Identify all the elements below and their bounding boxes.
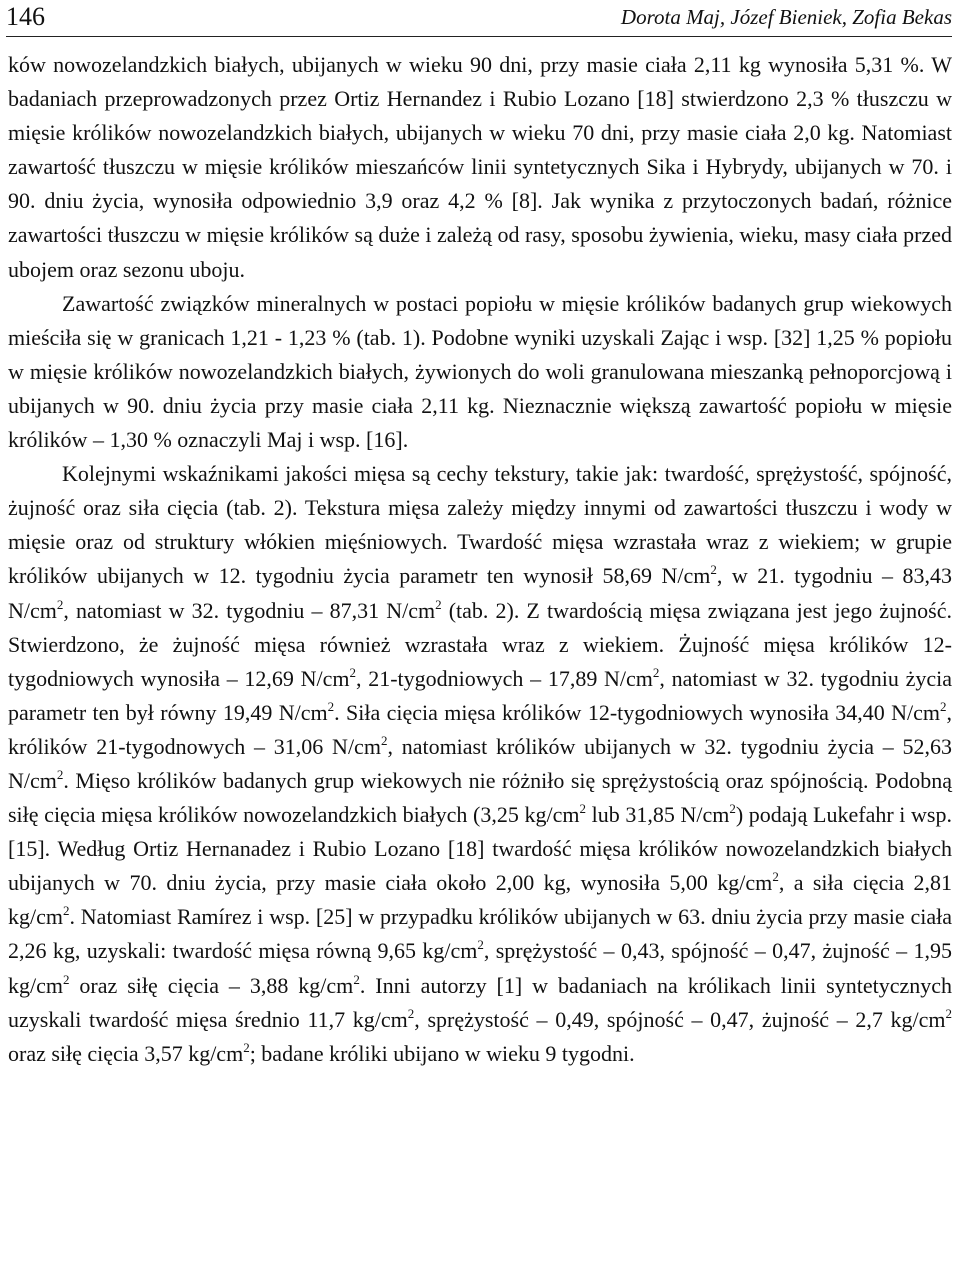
text-run: . Natomiast Ramírez i wsp. [25] w przypadku królików ubijanych w 63. dniu życia przy masie ciała 2,26 kg, uzyskali: twardość mięsa równą 9,65 kg/cm	[8, 904, 952, 964]
text-run: , natomiast w 32. tygodniu – 87,31 N/cm	[63, 597, 436, 623]
superscript: 2	[435, 596, 442, 612]
paragraph	[8, 48, 952, 287]
superscript: 2	[477, 937, 484, 953]
text-run: oraz siłę cięcia – 3,88 kg/cm	[69, 972, 354, 998]
body-text	[8, 48, 952, 1071]
superscript: 2	[63, 903, 70, 919]
text-run: , a siła cięcia 2,81 kg/cm	[8, 870, 953, 930]
superscript: 2	[56, 596, 64, 612]
superscript: 2	[407, 1005, 415, 1021]
superscript: 2	[729, 801, 736, 817]
text-run: lub 31,85 N/cm	[585, 802, 730, 828]
superscript: 2	[772, 869, 779, 885]
superscript: 2	[579, 801, 586, 817]
superscript: 2	[353, 971, 360, 987]
superscript: 2	[63, 971, 70, 987]
text-run: Kolejnymi wskaźnikami jakości mięsa są cechy tekstury, takie jak: twardość, sprężystość, spójność, żujność oraz siła cięcia (tab. 2). Tekstura mięsa zależy między innymi od zawartości tłuszczu i wody w mięsie oraz od struktury włókien mięśniowych. Twardość mięsa wzrastała wraz z wiekiem; w grupie królików ubijanych w 12. tygodniu życia parametr ten wynosił 58,69 N/cm	[8, 461, 952, 589]
text-run: . Inni autorzy [1] w badaniach na królikach linii syntetycznych uzyskali twardość mięsa średnio 11,7 kg/cm	[8, 972, 952, 1032]
text-run: , królików 21-tygodnowych – 31,06 N/cm	[8, 699, 952, 759]
text-run: . Siła cięcia mięsa królików 12-tygodniowych wynosiła 34,40 N/cm	[334, 699, 940, 725]
superscript: 2	[243, 1039, 250, 1055]
text-run: , w 21. tygodniu – 83,43 N/cm	[8, 563, 952, 623]
text-run: . Mięso królików badanych grup wiekowych nie różniło się sprężystością oraz spójnością. Podobną siłę cięcia mięsa królików nowozelandzkich białych (3,25 kg/cm	[8, 767, 952, 828]
text-run: (tab. 2). Z twardością mięsa związana jest jego żujność. Stwierdzono, że żujność mięsa również wzrastała wraz z wiekiem. Żujność mięsa królików 12-tygodniowych wynosiła – 12,69 N/cm	[8, 597, 953, 691]
text-run: oraz siłę cięcia 3,57 kg/cm	[8, 1040, 244, 1066]
text-run: , natomiast w 32. tygodniu życia parametr ten był równy 19,49 N/cm	[8, 665, 952, 725]
text-run: , 21-tygodniowych – 17,89 N/cm	[356, 665, 653, 691]
text-run: ków nowozelandzkich białych, ubijanych w wieku 90 dni, przy masie ciała 2,11 kg wynosiła 5,31 %. W badaniach przeprowadzonych przez Ortiz Hernandez i Rubio Lozano [18] stwierdzono 2,3 % tłuszczu w mięsie królików nowozelandzkich białych, ubijanych w wieku 70 dni, przy masie ciała 2,0 kg. Natomiast zawartość tłuszczu w mięsie królików mieszańców linii syntetycznych Sika i Hybrydy, ubijanych w 70. i 90. dniu życia, wynosiła odpowiednio 3,9 oraz 4,2 % [8]. Jak wynika z przytoczonych badań, różnice zawartości tłuszczu w mięsie królików są duże i zależą od rasy, sposobu żywienia, wieku, masy ciała przed ubojem oraz sezonu uboju.	[8, 52, 952, 282]
superscript: 2	[56, 766, 64, 782]
paragraph	[8, 287, 952, 457]
text-run: , natomiast królików ubijanych w 32. tygodniu życia – 52,63 N/cm	[8, 733, 952, 793]
running-head-authors: Dorota Maj, Józef Bieniek, Zofia Bekas	[620, 5, 952, 29]
superscript: 2	[710, 562, 717, 578]
superscript: 2	[380, 732, 388, 748]
superscript: 2	[940, 698, 947, 714]
text-run: , sprężystość – 0,43, spójność – 0,47, żujność – 1,95 kg/cm	[8, 938, 952, 998]
text-run: ) podają Lukefahr i wsp. [15]. Według Ortiz Hernanadez i Rubio Lozano [18] twardość mięsa królików nowozelandzkich białych ubijanych w 70. dniu życia, przy masie ciała około 2,00 kg, wynosiła 5,00 kg/cm	[8, 802, 952, 896]
superscript: 2	[652, 664, 660, 680]
text-run: , sprężystość – 0,49, spójność – 0,47, żujność – 2,7 kg/cm	[414, 1006, 946, 1032]
paragraph	[8, 457, 952, 1071]
superscript: 2	[327, 698, 335, 714]
running-header	[6, 0, 952, 37]
superscript: 2	[945, 1005, 953, 1021]
text-run: Zawartość związków mineralnych w postaci popiołu w mięsie królików badanych grup wiekowych mieściła się w granicach 1,21 - 1,23 % (tab. 1). Podobne wyniki uzyskali Zając i wsp. [32] 1,25 % popiołu w mięsie królików nowozelandzkich białych, żywionych do woli granulowana mieszanką pełnoporcjową i ubijanych w 90. dniu życia przy masie ciała 2,11 kg. Nieznacznie większą zawartość popiołu w mięsie królików – 1,30 % oznaczyli Maj i wsp. [16].	[8, 290, 952, 453]
text-run: ; badane króliki ubijano w wieku 9 tygodni.	[249, 1040, 635, 1066]
superscript: 2	[349, 664, 357, 680]
page-number: 146	[6, 2, 45, 31]
